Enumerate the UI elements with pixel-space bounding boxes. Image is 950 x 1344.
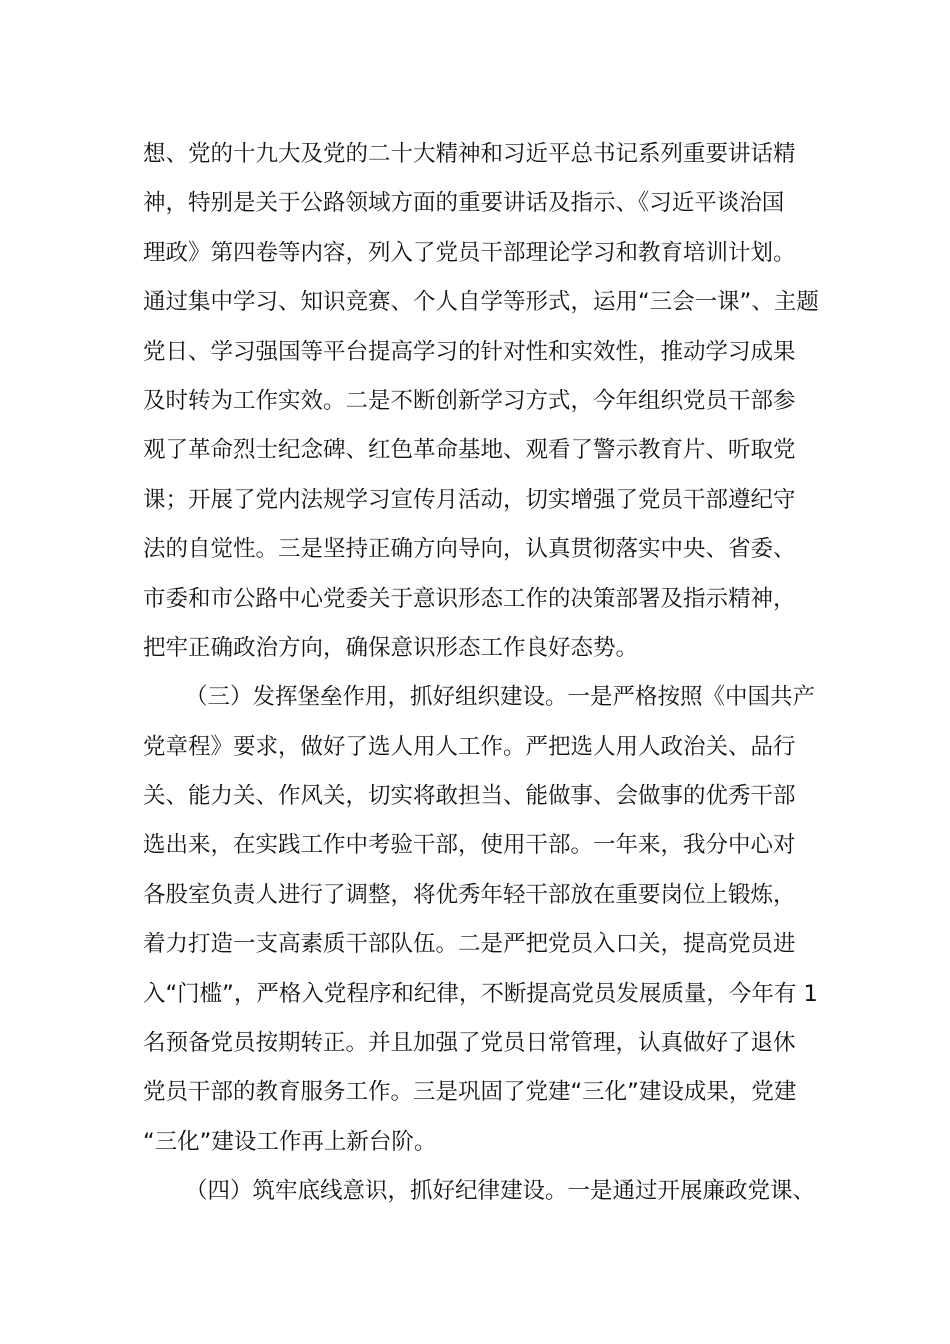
text-line: 党章程》要求，做好了选人用人工作。严把选人用人政治关、品行	[143, 733, 796, 760]
text-line: 选出来，在实践工作中考验干部，使用干部。一年来，我分中心对	[143, 832, 796, 859]
text-line: 理政》第四卷等内容，列入了党员干部理论学习和教育培训计划。	[143, 239, 796, 266]
text-line: 观了革命烈士纪念碑、红色革命基地、观看了警示教育片、听取党	[143, 437, 796, 464]
text-line: 市委和市公路中心党委关于意识形态工作的决策部署及指示精神，	[143, 585, 796, 612]
text-line: 法的自觉性。三是坚持正确方向导向，认真贯彻落实中央、省委、	[143, 536, 796, 563]
text-line: 党员干部的教育服务工作。三是巩固了党建“三化”建设成果，党建	[143, 1079, 797, 1106]
text-line: 及时转为工作实效。二是不断创新学习方式，今年组织党员干部参	[143, 387, 796, 414]
text-line: 名预备党员按期转正。并且加强了党员日常管理，认真做好了退休	[143, 1030, 796, 1057]
text-line: 神，特别是关于公路领域方面的重要讲话及指示、《习近平谈治国	[143, 190, 785, 217]
section-heading-line: （三）发挥堡垒作用，抓好组织建设。一是严格按照《中国共产	[185, 684, 816, 711]
text-line: 党日、学习强国等平台提高学习的针对性和实效性，推动学习成果	[143, 338, 796, 365]
text-line: 通过集中学习、知识竞赛、个人自学等形式，运用“三会一课”、主题	[143, 289, 819, 316]
text-line: 把牢正确政治方向，确保意识形态工作良好态势。	[143, 634, 639, 661]
text-line: 着力打造一支高素质干部队伍。二是严把党员入口关，提高党员进	[143, 931, 796, 958]
body-text	[143, 130, 819, 1217]
text-line: “三化”建设工作再上新台阶。	[143, 1128, 437, 1155]
text-line: 课；开展了党内法规学习宣传月活动，切实增强了党员干部遵纪守	[143, 486, 796, 513]
text-line: 各股室负责人进行了调整，将优秀年轻干部放在重要岗位上锻炼，	[143, 881, 796, 908]
text-line: 入“门槛”，严格入党程序和纪律，不断提高党员发展质量，今年有 1	[143, 980, 818, 1007]
section-heading-line: （四）筑牢底线意识，抓好纪律建设。一是通过开展廉政党课、	[185, 1178, 816, 1205]
text-line: 关、能力关、作风关，切实将敢担当、能做事、会做事的优秀干部	[143, 783, 796, 810]
text-line: 想、党的十九大及党的二十大精神和习近平总书记系列重要讲话精	[143, 141, 796, 167]
